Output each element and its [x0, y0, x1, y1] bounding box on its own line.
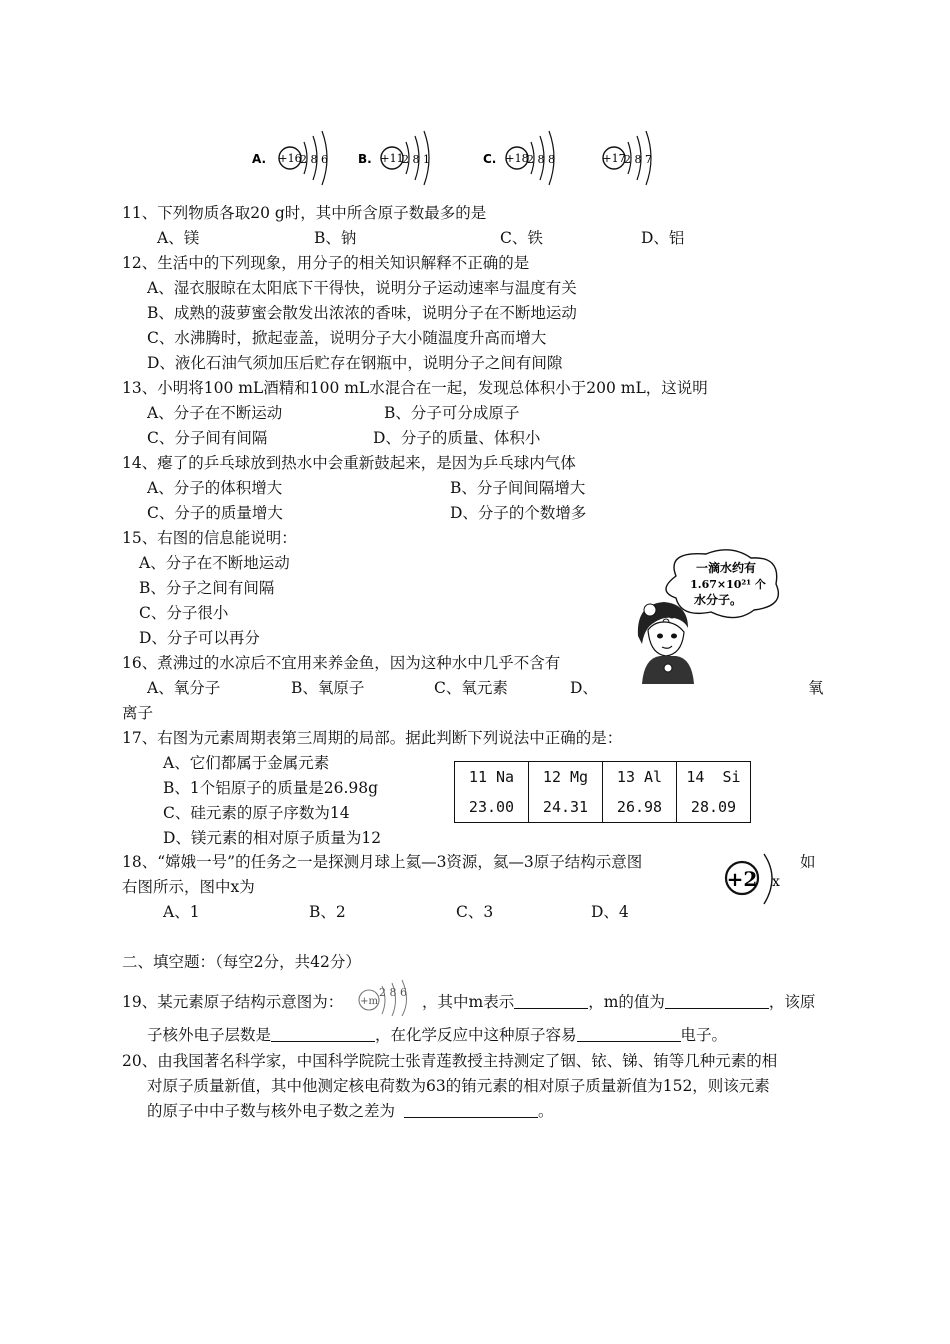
bubble-line-3: 水分子。	[693, 593, 743, 607]
section-2-heading: 二、填空题：（每空2分，共42分）	[122, 953, 361, 971]
cell-si: 14 Si	[677, 762, 751, 793]
q14-stem: 14、瘪了的乒乓球放到热水中会重新鼓起来，是因为乒乓球内气体	[122, 454, 576, 472]
q18-option-d: D、4	[591, 903, 629, 921]
periodic-table-symbol-row	[455, 762, 751, 793]
svg-text:+17: +17	[602, 152, 626, 165]
q13-option-d: D、分子的质量、体积小	[373, 429, 541, 447]
q16-option-d: D、	[570, 679, 598, 697]
q19-line-2c: 电子。	[680, 1026, 728, 1044]
atom-diagram-b	[358, 128, 448, 192]
q19-part-4: ，该原	[768, 993, 816, 1011]
bubble-line-2: 1.67×10²¹ 个	[690, 578, 766, 591]
cell-mg: 12 Mg	[529, 762, 603, 793]
q20-line-1: 20、由我国著名科学家，中国科学院院士张青莲教授主持测定了铟、铱、锑、铕等几种元素的相	[122, 1052, 778, 1070]
q19-blank-4[interactable]	[577, 1026, 681, 1042]
q11-option-b: B、钠	[314, 229, 357, 247]
q19-part-1: 19、某元素原子结构示意图为：	[122, 993, 344, 1011]
periodic-table-excerpt	[454, 761, 751, 823]
q12-option-c: C、水沸腾时，掀起壶盖，说明分子大小随温度升高而增大	[147, 329, 547, 347]
q11-option-d: D、铝	[641, 229, 685, 247]
svg-text:2 8 7: 2 8 7	[624, 153, 652, 166]
cell-na: 11 Na	[455, 762, 529, 793]
q18-line-2: 右图所示，图中x为	[122, 878, 255, 896]
q18-option-a: A、1	[163, 903, 200, 921]
svg-text:C.: C.	[483, 152, 497, 166]
svg-text:+11: +11	[380, 152, 404, 165]
q19-blank-1[interactable]	[514, 993, 588, 1009]
svg-text:B.: B.	[358, 152, 372, 166]
q11-stem: 11、下列物质各取20 g时，其中所含原子数最多的是	[122, 204, 487, 222]
atom-diagram-d	[594, 128, 664, 192]
q19-line-2a: 子核外电子层数是	[147, 1026, 272, 1044]
atom-a-letter: A.	[252, 152, 267, 166]
atom-diagram-a	[252, 128, 342, 192]
svg-text:2 8 6: 2 8 6	[379, 986, 407, 999]
svg-text:x: x	[772, 874, 780, 890]
svg-text:2 8 8: 2 8 8	[527, 153, 555, 166]
q18-option-b: B、2	[309, 903, 346, 921]
svg-text:+m: +m	[360, 996, 378, 1007]
q12-option-b: B、成熟的菠萝蜜会散发出浓浓的香味，说明分子在不断地运动	[147, 304, 577, 322]
q16-option-d-text: 氧	[808, 679, 824, 697]
atom-a-shells: 2 8 6	[300, 153, 328, 166]
q13-option-b: B、分子可分成原子	[384, 404, 520, 422]
mass-na: 23.00	[455, 792, 529, 823]
q13-option-a: A、分子在不断运动	[147, 404, 283, 422]
q19-line-1-rest	[422, 992, 815, 1012]
q20-line-3-end: 。	[537, 1102, 554, 1120]
q19-part-3: ，m的值为	[588, 993, 665, 1011]
q20-blank[interactable]	[404, 1102, 538, 1118]
q15-option-d: D、分子可以再分	[139, 629, 260, 647]
q17-option-a: A、它们都属于金属元素	[163, 754, 330, 772]
mass-al: 26.98	[603, 792, 677, 823]
q15-option-c: C、分子很小	[139, 604, 229, 622]
q18-option-c: C、3	[456, 903, 494, 921]
q20-line-3-text: 的原子中中子数与核外电子数之差为	[147, 1102, 396, 1120]
q17-stem: 17、右图为元素周期表第三周期的局部。据此判断下列说法中正确的是：	[122, 729, 623, 747]
q20-line-2: 对原子质量新值，其中他测定核电荷数为63的铕元素的相对原子质量新值为152，则该元素	[147, 1077, 770, 1095]
q19-line-2b: ，在化学反应中这种原子容易	[375, 1026, 577, 1044]
q12-stem: 12、生活中的下列现象，用分子的相关知识解释不正确的是	[122, 254, 530, 272]
water-molecule-cartoon	[636, 546, 796, 690]
atom-a-nucleus: +16	[278, 152, 302, 165]
mass-si: 28.09	[677, 792, 751, 823]
q18-line-1: 18、“嫦娥一号”的任务之一是探测月球上氦—3资源，氦—3原子结构示意图	[122, 853, 643, 871]
periodic-table-mass-row	[455, 792, 751, 823]
q11-option-a: A、镁	[157, 229, 200, 247]
atom-diagram-c	[483, 128, 573, 192]
q19-line-2	[147, 1025, 727, 1045]
q16-stem: 16、煮沸过的水凉后不宜用来养金鱼，因为这种水中几乎不含有	[122, 654, 561, 672]
q18-tail: 如	[800, 853, 816, 871]
svg-text:2 8 1: 2 8 1	[402, 153, 430, 166]
q14-option-a: A、分子的体积增大	[147, 479, 283, 497]
cell-al: 13 Al	[603, 762, 677, 793]
q13-option-c: C、分子间有间隔	[147, 429, 268, 447]
q16-wrap: 离子	[122, 704, 154, 722]
q20-line-3	[147, 1101, 553, 1121]
q12-option-d: D、液化石油气须加压后贮存在钢瓶中，说明分子之间有间隙	[147, 354, 563, 372]
q14-option-d: D、分子的个数增多	[450, 504, 587, 522]
q19-blank-2[interactable]	[665, 993, 769, 1009]
q16-option-c: C、氧元素	[434, 679, 508, 697]
bubble-line-1: 一滴水约有	[695, 561, 757, 575]
q19-part-2: ，其中m表示	[422, 993, 515, 1011]
q14-option-b: B、分子间间隔增大	[450, 479, 586, 497]
q16-option-b: B、氧原子	[291, 679, 365, 697]
q13-stem: 13、小明将100 mL酒精和100 mL水混合在一起，发现总体积小于200 mL，这说明	[122, 379, 708, 397]
q17-option-c: C、硅元素的原子序数为14	[163, 804, 350, 822]
mass-mg: 24.31	[529, 792, 603, 823]
q17-option-b: B、1个铝原子的质量是26.98g	[163, 779, 379, 797]
svg-text:+18: +18	[505, 152, 529, 165]
helium-atom-diagram	[722, 846, 792, 912]
element-atom-diagram	[355, 978, 421, 1020]
q15-option-a: A、分子在不断地运动	[139, 554, 290, 572]
q15-stem: 15、右图的信息能说明：	[122, 529, 297, 547]
q11-option-c: C、铁	[500, 229, 543, 247]
q19-blank-3[interactable]	[271, 1026, 375, 1042]
q17-option-d: D、镁元素的相对原子质量为12	[163, 829, 382, 847]
q16-option-a: A、氧分子	[147, 679, 221, 697]
q14-option-c: C、分子的质量增大	[147, 504, 283, 522]
svg-text:+2: +2	[726, 867, 758, 891]
q12-option-a: A、湿衣服晾在太阳底下干得快，说明分子运动速率与温度有关	[147, 279, 577, 297]
q15-option-b: B、分子之间有间隔	[139, 579, 275, 597]
